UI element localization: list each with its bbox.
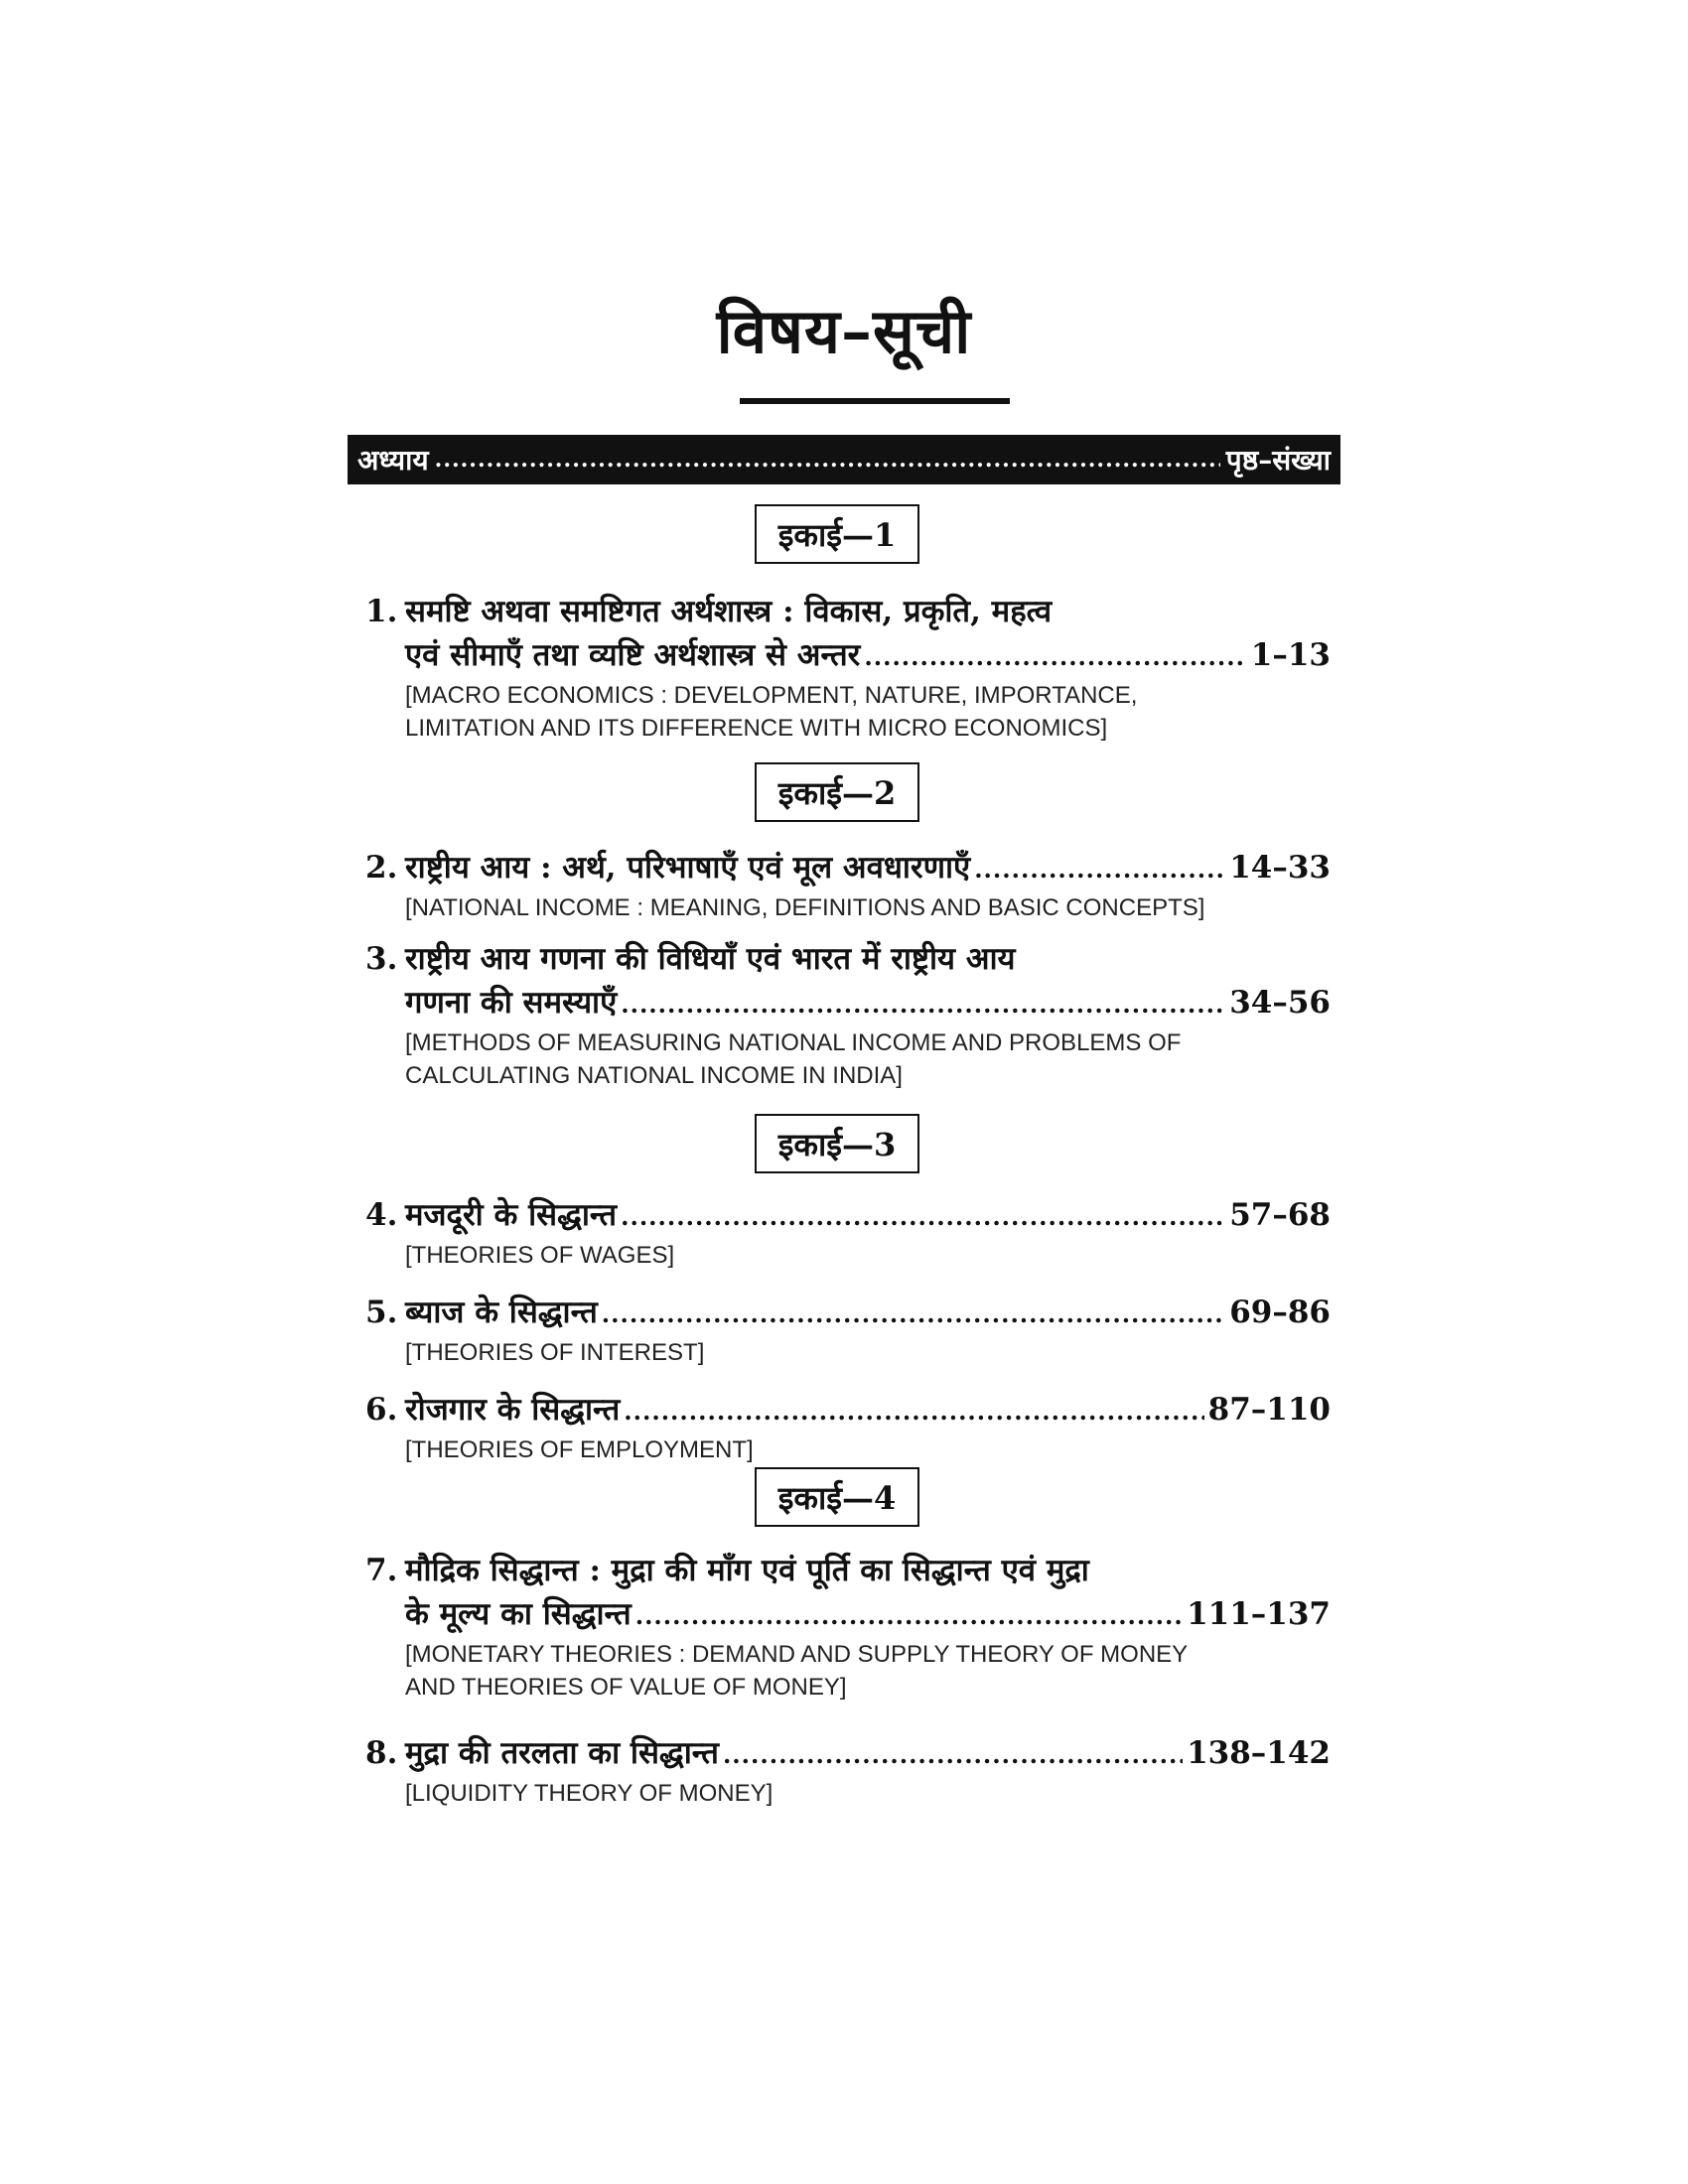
toc-entry-3[interactable]: [365, 937, 1331, 1092]
english-title-line2: LIMITATION AND ITS DIFFERENCE WITH MICRO ECONOMICS]: [405, 715, 1108, 742]
title-wrap: [0, 295, 1688, 367]
chapter-title-line1: मुद्रा की तरलता का सिद्धान्त: [405, 1735, 719, 1771]
entry-line: [365, 981, 1331, 1026]
chapter-number: 5.: [365, 1295, 398, 1330]
toc-header-bar: [348, 435, 1340, 484]
toc-entry-1[interactable]: [365, 590, 1331, 745]
entry-line: [365, 937, 1331, 981]
toc-entry-6[interactable]: [365, 1388, 1331, 1466]
header-leader-dots: [435, 447, 1220, 473]
chapter-title-line1: राष्ट्रीय आय : अर्थ, परिभाषाएँ एवं मूल अवधारणाएँ: [405, 850, 971, 886]
english-title-line1: [THEORIES OF EMPLOYMENT]: [405, 1436, 754, 1463]
chapter-title-line1: रोजगार के सिद्धान्त: [405, 1392, 621, 1428]
chapter-title-line1: ब्याज के सिद्धान्त: [405, 1295, 598, 1330]
chapter-title-line2: गणना की समस्याएँ: [405, 985, 618, 1021]
chapter-number: 7.: [365, 1553, 398, 1588]
chapter-title-line1: मौद्रिक सिद्धान्त : मुद्रा की माँग एवं पूर्ति का सिद्धान्त एवं मुद्रा: [405, 1553, 1089, 1588]
page-range: 138–142: [1187, 1735, 1331, 1771]
header-page-label: पृष्ठ–संख्या: [1225, 444, 1331, 477]
chapter-title-line1: मजदूरी के सिद्धान्त: [405, 1197, 618, 1233]
toc-entry-4[interactable]: [365, 1193, 1331, 1272]
unit-heading-2: इकाई—2: [755, 762, 919, 822]
chapter-number: 6.: [365, 1392, 398, 1428]
toc-entry-7[interactable]: [365, 1549, 1331, 1704]
entry-line: [365, 846, 1331, 891]
entry-line: [365, 590, 1331, 633]
leader-dots: [864, 635, 1246, 679]
chapter-title-line1: समष्टि अथवा समष्टिगत अर्थशास्त्र : विकास, प्रकृति, महत्व: [405, 594, 1053, 629]
page-range: 57–68: [1229, 1197, 1331, 1233]
entry-line: [365, 1731, 1331, 1777]
page-range: 1–13: [1250, 637, 1331, 673]
title-underline: [740, 398, 1010, 404]
page-range: 87–110: [1207, 1392, 1331, 1428]
chapter-title-line2: एवं सीमाएँ तथा व्यष्टि अर्थशास्त्र से अन्तर: [405, 637, 861, 673]
page-range: 34–56: [1229, 985, 1331, 1021]
entry-line: [365, 1291, 1331, 1336]
leader-dots: [621, 1195, 1225, 1239]
unit-heading-1: इकाई—1: [755, 504, 919, 564]
chapter-title-line1: राष्ट्रीय आय गणना की विधियाँ एवं भारत में राष्ट्रीय आय: [405, 941, 1016, 977]
chapter-number: 3.: [365, 941, 398, 977]
english-title-line1: [THEORIES OF INTEREST]: [405, 1339, 705, 1366]
entry-line: [365, 633, 1331, 679]
chapter-number: 1.: [365, 594, 398, 629]
toc-entry-8[interactable]: [365, 1731, 1331, 1810]
toc-entry-5[interactable]: [365, 1291, 1331, 1369]
leader-dots: [624, 1390, 1203, 1433]
leader-dots: [974, 848, 1225, 891]
entry-line: [365, 1193, 1331, 1239]
leader-dots: [621, 983, 1225, 1026]
entry-line: [365, 1549, 1331, 1592]
page-title: विषय–सूची: [716, 295, 972, 367]
unit-heading-4: इकाई—4: [755, 1467, 919, 1527]
chapter-title-line2: के मूल्य का सिद्धान्त: [405, 1596, 632, 1632]
english-title-line1: [METHODS OF MEASURING NATIONAL INCOME AND PROBLEMS OF: [405, 1029, 1182, 1056]
english-title-line1: [THEORIES OF WAGES]: [405, 1242, 675, 1269]
leader-dots: [635, 1594, 1183, 1638]
chapter-number: 4.: [365, 1197, 398, 1233]
entry-line: [365, 1388, 1331, 1433]
english-title-line1: [LIQUIDITY THEORY OF MONEY]: [405, 1780, 774, 1807]
english-title-line2: AND THEORIES OF VALUE OF MONEY]: [405, 1674, 847, 1701]
page-range: 14–33: [1229, 850, 1331, 886]
header-chapter-label: अध्याय: [357, 444, 429, 477]
english-title-line1: [MONETARY THEORIES : DEMAND AND SUPPLY THEORY OF MONEY: [405, 1641, 1189, 1668]
english-title-line2: CALCULATING NATIONAL INCOME IN INDIA]: [405, 1062, 903, 1089]
english-title-line1: [MACRO ECONOMICS : DEVELOPMENT, NATURE, IMPORTANCE,: [405, 682, 1138, 709]
chapter-number: 2.: [365, 850, 398, 886]
chapter-number: 8.: [365, 1735, 398, 1771]
english-title-line1: [NATIONAL INCOME : MEANING, DEFINITIONS AND BASIC CONCEPTS]: [405, 894, 1205, 921]
unit-heading-3: इकाई—3: [755, 1114, 919, 1173]
page-range: 69–86: [1229, 1295, 1331, 1330]
toc-entry-2[interactable]: [365, 846, 1331, 924]
page-range: 111–137: [1187, 1596, 1331, 1632]
entry-line: [365, 1592, 1331, 1638]
leader-dots: [723, 1733, 1183, 1777]
leader-dots: [602, 1293, 1225, 1336]
